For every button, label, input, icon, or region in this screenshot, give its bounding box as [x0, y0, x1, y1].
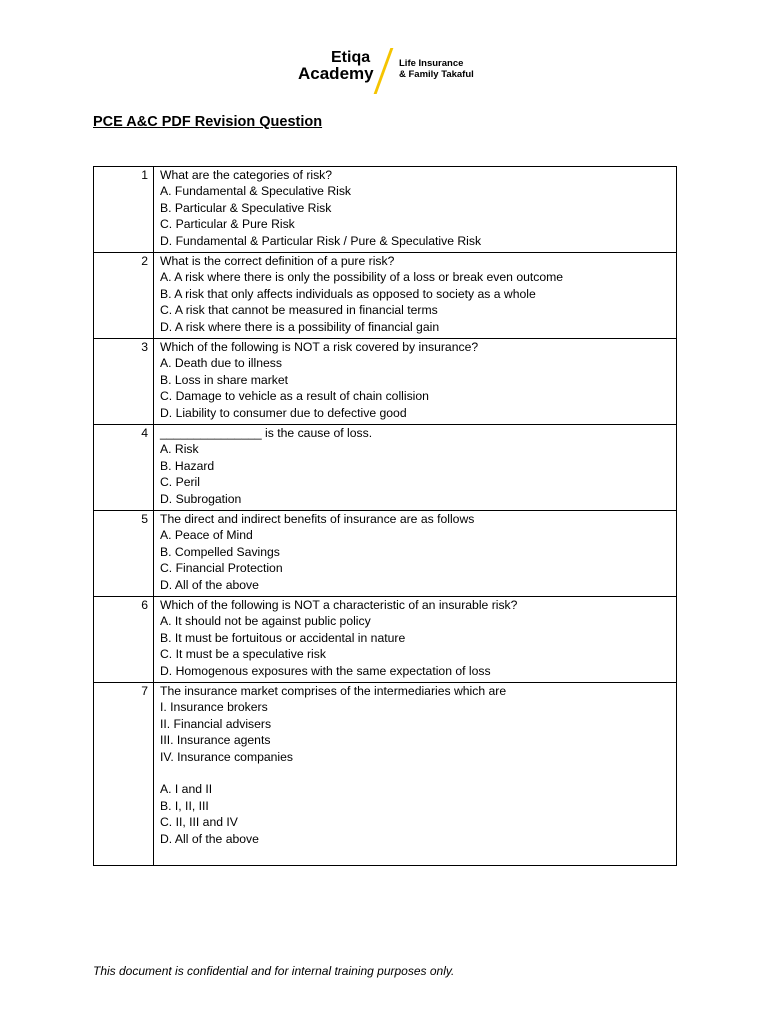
answer-option: IV. Insurance companies	[160, 749, 294, 764]
answer-option: C. Damage to vehicle as a result of chain collision	[160, 389, 429, 404]
answer-option: C. Financial Protection	[160, 561, 283, 576]
answer-option: B. Compelled Savings	[160, 544, 280, 559]
question-number: 1	[94, 167, 154, 253]
answer-option: C. Particular & Pure Risk	[160, 217, 295, 232]
answer-option: D. Subrogation	[160, 491, 242, 506]
question-text: _______________ is the cause of loss.	[160, 426, 373, 440]
question-number: 3	[94, 339, 154, 425]
answer-option: III. Insurance agents	[160, 733, 271, 748]
question-text: The direct and indirect benefits of insurance are as follows	[160, 512, 475, 526]
question-row	[94, 597, 677, 683]
answer-option: B. Loss in share market	[160, 372, 289, 387]
document-title: PCE A&C PDF Revision Question	[93, 114, 323, 130]
answer-option: D. Liability to consumer due to defective good	[160, 405, 407, 420]
blank-line	[160, 765, 672, 781]
question-content	[154, 339, 677, 425]
question-content	[154, 253, 677, 339]
question-number: 4	[94, 425, 154, 511]
answer-option: A. It should not be against public policy	[160, 614, 371, 629]
logo-slash-mark	[374, 48, 394, 94]
question-number: 2	[94, 253, 154, 339]
answer-option: C. It must be a speculative risk	[160, 647, 326, 662]
question-text: The insurance market comprises of the intermediaries which are	[160, 684, 507, 698]
answer-option: D. All of the above	[160, 577, 259, 592]
answer-option: I. Insurance brokers	[160, 700, 268, 715]
logo-etiqa-text: Etiqa	[331, 49, 371, 66]
answer-option: B. Hazard	[160, 458, 215, 473]
answer-option: D. Fundamental & Particular Risk / Pure & Speculative Risk	[160, 233, 482, 248]
question-text: Which of the following is NOT a risk covered by insurance?	[160, 340, 479, 354]
question-text: What are the categories of risk?	[160, 168, 333, 182]
question-content	[154, 597, 677, 683]
question-text: What is the correct definition of a pure risk?	[160, 254, 395, 268]
question-text: Which of the following is NOT a characteristic of an insurable risk?	[160, 598, 518, 612]
answer-option: A. Death due to illness	[160, 356, 282, 371]
answer-option: A. Peace of Mind	[160, 528, 253, 543]
answer-option: D. Homogenous exposures with the same expectation of loss	[160, 663, 491, 678]
question-number: 7	[94, 683, 154, 866]
answer-option: A. I and II	[160, 782, 213, 797]
question-content	[154, 167, 677, 253]
logo-tagline-line1: Life Insurance	[399, 58, 464, 69]
answer-option: C. Peril	[160, 475, 200, 490]
question-number: 6	[94, 597, 154, 683]
logo-academy-text: Academy	[298, 64, 374, 83]
answer-option: B. It must be fortuitous or accidental in nature	[160, 630, 406, 645]
answer-option: B. Particular & Speculative Risk	[160, 200, 332, 215]
answer-option: A. A risk where there is only the possibility of a loss or break even outcome	[160, 270, 564, 285]
answer-option: B. I, II, III	[160, 798, 209, 813]
answer-option: A. Risk	[160, 442, 199, 457]
answer-option: A. Fundamental & Speculative Risk	[160, 184, 352, 199]
answer-option: B. A risk that only affects individuals as opposed to society as a whole	[160, 286, 536, 301]
confidentiality-footer: This document is confidential and for internal training purposes only.	[93, 964, 455, 978]
question-content	[154, 425, 677, 511]
question-row	[94, 253, 677, 339]
answer-option: D. All of the above	[160, 831, 259, 846]
question-row	[94, 511, 677, 597]
question-table	[93, 166, 677, 866]
question-row	[94, 339, 677, 425]
question-content	[154, 511, 677, 597]
answer-option: C. II, III and IV	[160, 815, 238, 830]
question-row	[94, 167, 677, 253]
answer-option: C. A risk that cannot be measured in financial terms	[160, 303, 438, 318]
question-row	[94, 683, 677, 866]
question-row	[94, 425, 677, 511]
question-content	[154, 683, 677, 866]
answer-option: D. A risk where there is a possibility of financial gain	[160, 319, 440, 334]
answer-option: II. Financial advisers	[160, 716, 272, 731]
etiqa-academy-logo	[296, 44, 486, 94]
question-number: 5	[94, 511, 154, 597]
logo-tagline-line2: & Family Takaful	[399, 69, 474, 80]
